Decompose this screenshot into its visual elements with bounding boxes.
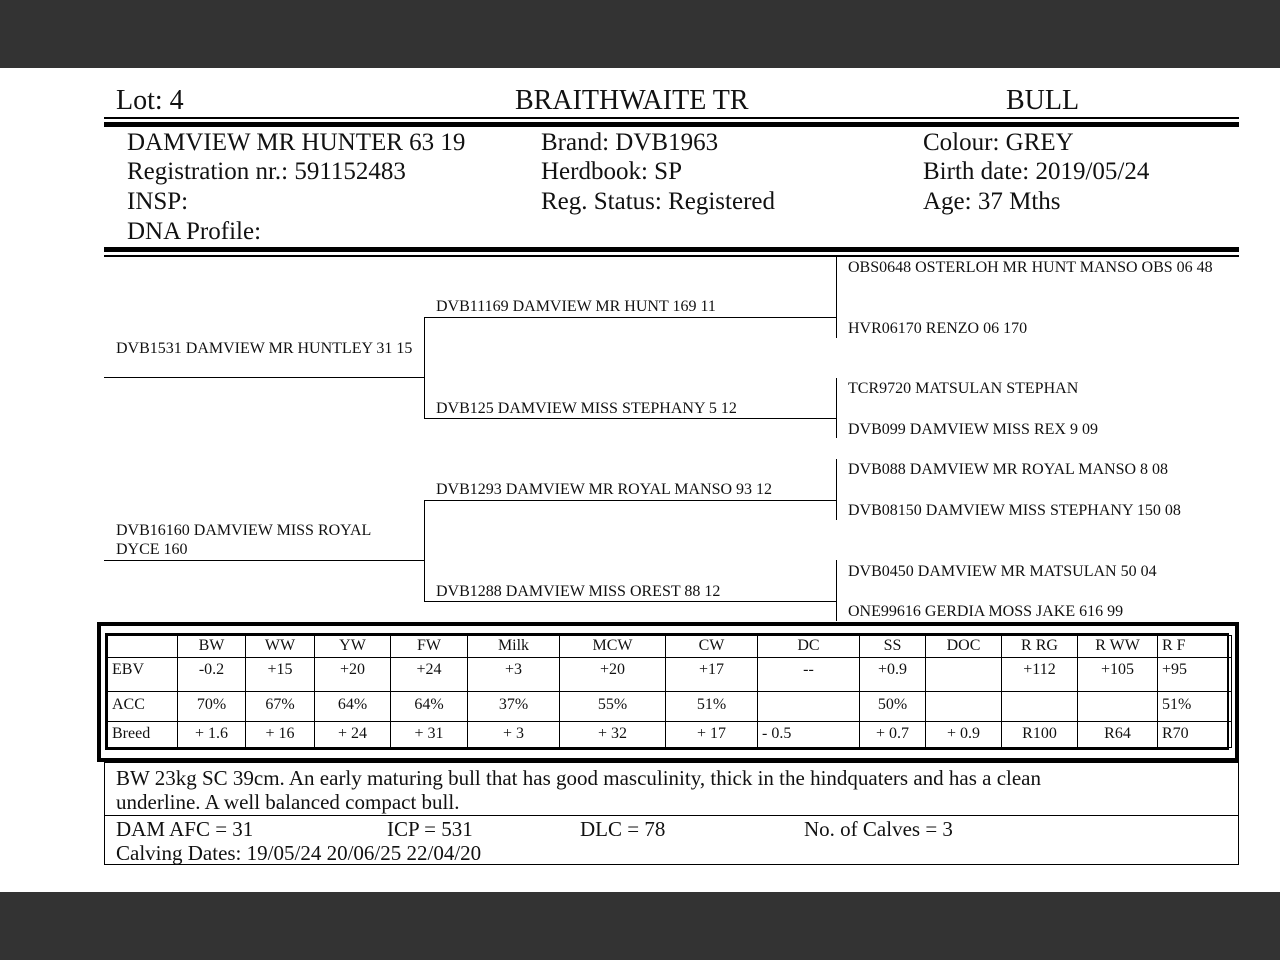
ebv-cell: + 31 <box>391 722 468 748</box>
ebv-cell: +24 <box>391 658 468 692</box>
info-rule-thin <box>104 255 1239 257</box>
pedigree-sire-sire: DVB11169 DAMVIEW MR HUNT 169 11 <box>436 298 716 315</box>
ebv-table-frame <box>97 622 1239 762</box>
colour-label: Colour: GREY <box>923 129 1074 156</box>
ebv-row-acc <box>108 692 1232 722</box>
ebv-header-cell: WW <box>246 636 315 658</box>
ebv-header-cell: FW <box>391 636 468 658</box>
birth-date-label: Birth date: 2019/05/24 <box>923 158 1150 185</box>
ebv-header-cell: R F <box>1158 636 1232 658</box>
ebv-header-cell: R RG <box>1002 636 1078 658</box>
pedigree-gen3-4: DVB099 DAMVIEW MISS REX 9 09 <box>848 421 1098 438</box>
pedigree-line <box>104 560 424 561</box>
pedigree-line <box>424 601 836 602</box>
ebv-header-cell <box>108 636 178 658</box>
ebv-cell: + 24 <box>315 722 391 748</box>
ebv-header-cell: R WW <box>1078 636 1158 658</box>
calves-count: No. of Calves = 3 <box>804 817 953 841</box>
ebv-row-label: Breed <box>108 722 178 748</box>
icp-value: ICP = 531 <box>387 817 473 841</box>
ebv-cell <box>1002 692 1078 722</box>
pedigree-dam-dam: DVB1288 DAMVIEW MISS OREST 88 12 <box>436 583 721 600</box>
ebv-cell: + 0.7 <box>860 722 926 748</box>
ebv-cell: -- <box>758 658 860 692</box>
pedigree-line <box>424 317 425 418</box>
pedigree-line <box>104 377 424 378</box>
pedigree-line <box>836 378 837 438</box>
pedigree-dam-sire: DVB1293 DAMVIEW MR ROYAL MANSO 93 12 <box>436 481 773 498</box>
pedigree-dam: DVB16160 DAMVIEW MISS ROYAL DYCE 160 <box>116 522 371 558</box>
comment-line-2: underline. A well balanced compact bull. <box>116 790 460 814</box>
ebv-header-row <box>108 636 1232 658</box>
ebv-cell: +95 <box>1158 658 1232 692</box>
ebv-cell: 51% <box>1158 692 1232 722</box>
ebv-cell: +3 <box>468 658 560 692</box>
pedigree-line <box>424 418 836 419</box>
ebv-row-label: ACC <box>108 692 178 722</box>
ebv-header-cell: DOC <box>926 636 1002 658</box>
ebv-header-cell: YW <box>315 636 391 658</box>
ebv-cell: 70% <box>178 692 246 722</box>
pedigree-gen3-3: TCR9720 MATSULAN STEPHAN <box>848 380 1079 397</box>
ebv-cell: + 32 <box>560 722 666 748</box>
ebv-cell: + 3 <box>468 722 560 748</box>
ebv-cell: +20 <box>560 658 666 692</box>
ebv-cell <box>926 692 1002 722</box>
ebv-header-cell: Milk <box>468 636 560 658</box>
lot-label: Lot: 4 <box>116 85 184 116</box>
pedigree-gen3-1: OBS0648 OSTERLOH MR HUNT MANSO OBS 06 48 <box>848 259 1213 276</box>
sex-label: BULL <box>1006 85 1080 116</box>
ebv-row-label: EBV <box>108 658 178 692</box>
pedigree-gen3-5: DVB088 DAMVIEW MR ROYAL MANSO 8 08 <box>848 461 1169 478</box>
ebv-row-ebv <box>108 658 1232 692</box>
ebv-cell <box>758 692 860 722</box>
pedigree-line <box>424 500 836 501</box>
ebv-cell: + 0.9 <box>926 722 1002 748</box>
calving-dates: Calving Dates: 19/05/24 20/06/25 22/04/20 <box>116 841 482 865</box>
pedigree-sire-dam: DVB125 DAMVIEW MISS STEPHANY 5 12 <box>436 400 737 417</box>
age-label: Age: 37 Mths <box>923 188 1061 215</box>
ebv-cell: +20 <box>315 658 391 692</box>
comment-line-1: BW 23kg SC 39cm. An early maturing bull that has good masculinity, thick in the hindquaters and has a clean <box>116 766 1041 790</box>
ebv-cell: +112 <box>1002 658 1078 692</box>
ebv-header-cell: CW <box>666 636 758 658</box>
pedigree-sire: DVB1531 DAMVIEW MR HUNTLEY 31 15 <box>116 340 413 357</box>
registration-number: Registration nr.: 591152483 <box>127 158 406 185</box>
header-rule-thin <box>104 117 1239 119</box>
pedigree-line <box>836 257 837 338</box>
ebv-cell: 51% <box>666 692 758 722</box>
dna-profile-label: DNA Profile: <box>127 218 262 245</box>
ebv-cell: 67% <box>246 692 315 722</box>
ebv-header-cell: SS <box>860 636 926 658</box>
pedigree-line <box>424 500 425 601</box>
ebv-cell: 64% <box>315 692 391 722</box>
dlc-value: DLC = 78 <box>580 817 666 841</box>
ebv-cell: + 1.6 <box>178 722 246 748</box>
ebv-header-cell: BW <box>178 636 246 658</box>
dam-afc: DAM AFC = 31 <box>116 817 254 841</box>
breeder-name: BRAITHWAITE TR <box>515 85 749 116</box>
brand-label: Brand: DVB1963 <box>541 129 719 156</box>
ebv-cell: +0.9 <box>860 658 926 692</box>
ebv-cell: 37% <box>468 692 560 722</box>
pedigree-line <box>424 317 836 318</box>
ebv-cell: R100 <box>1002 722 1078 748</box>
ebv-cell: 50% <box>860 692 926 722</box>
ebv-cell: R64 <box>1078 722 1158 748</box>
ebv-row-breed <box>108 722 1232 748</box>
insp-label: INSP: <box>127 188 189 215</box>
ebv-cell: 55% <box>560 692 666 722</box>
top-dark-band <box>0 0 1280 68</box>
ebv-cell: +17 <box>666 658 758 692</box>
pedigree-gen3-2: HVR06170 RENZO 06 170 <box>848 320 1028 337</box>
ebv-cell: -0.2 <box>178 658 246 692</box>
pedigree-gen3-6: DVB08150 DAMVIEW MISS STEPHANY 150 08 <box>848 502 1181 519</box>
ebv-table <box>107 635 1232 748</box>
animal-name: DAMVIEW MR HUNTER 63 19 <box>127 129 466 156</box>
reg-status-label: Reg. Status: Registered <box>541 188 775 215</box>
pedigree-line <box>836 560 837 621</box>
ebv-header-cell: DC <box>758 636 860 658</box>
ebv-cell: R70 <box>1158 722 1232 748</box>
notes-divider <box>105 815 1238 816</box>
ebv-cell: + 17 <box>666 722 758 748</box>
ebv-cell <box>926 658 1002 692</box>
info-rule-thick <box>104 247 1239 252</box>
ebv-cell <box>1078 692 1158 722</box>
ebv-cell: - 0.5 <box>758 722 860 748</box>
ebv-cell: +105 <box>1078 658 1158 692</box>
ebv-header-cell: MCW <box>560 636 666 658</box>
header-rule-thick <box>104 122 1239 127</box>
herdbook-label: Herdbook: SP <box>541 158 682 185</box>
ebv-cell: 64% <box>391 692 468 722</box>
ebv-cell: +15 <box>246 658 315 692</box>
bottom-dark-band <box>0 892 1280 960</box>
pedigree-line <box>836 459 837 520</box>
notes-box <box>104 762 1239 865</box>
ebv-cell: + 16 <box>246 722 315 748</box>
pedigree-gen3-7: DVB0450 DAMVIEW MR MATSULAN 50 04 <box>848 563 1157 580</box>
pedigree-gen3-8: ONE99616 GERDIA MOSS JAKE 616 99 <box>848 603 1124 620</box>
